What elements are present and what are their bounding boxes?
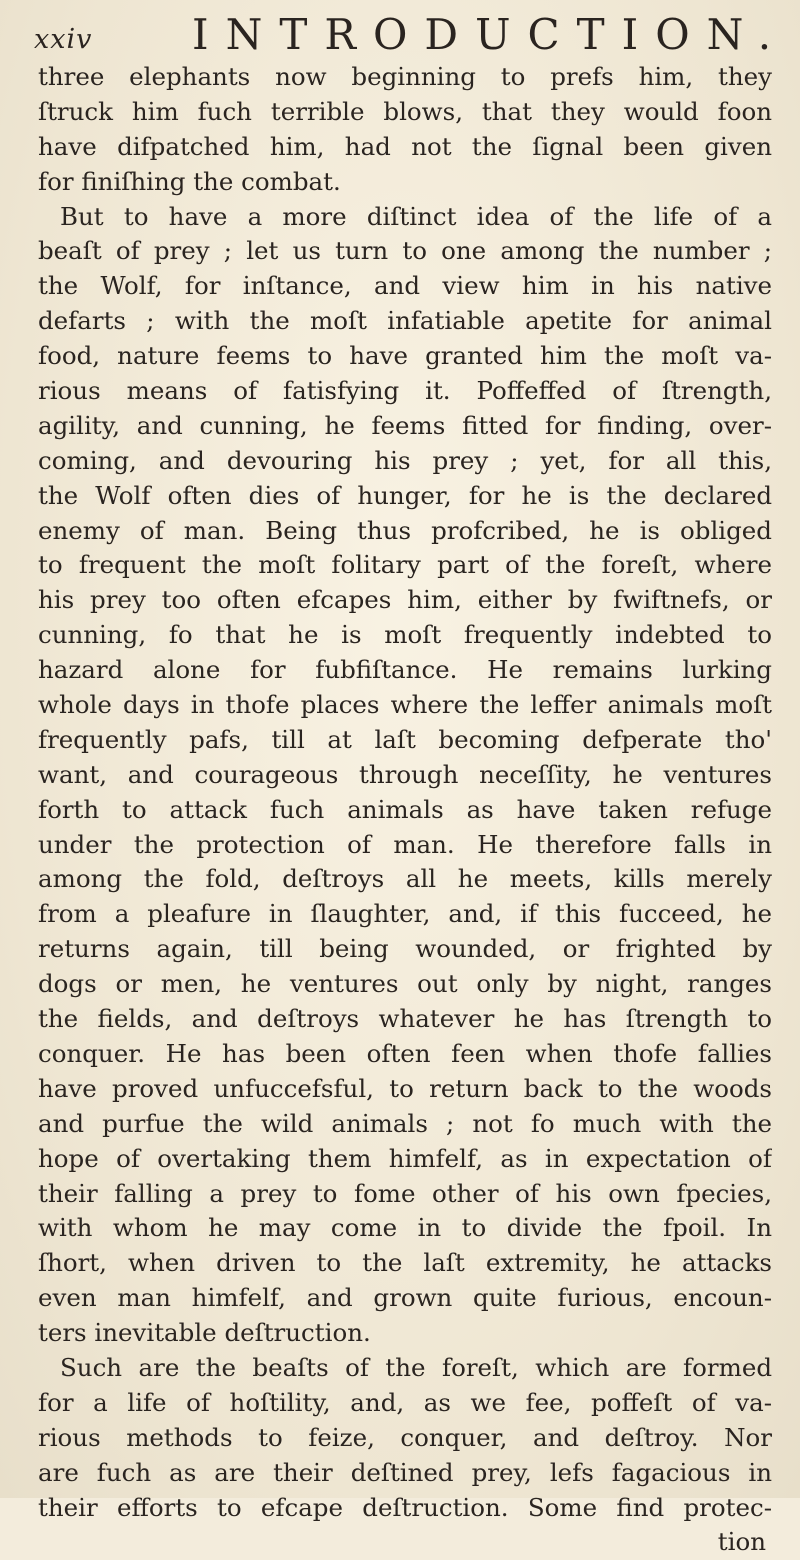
text-line: from a pleafure in ſlaughter, and, if this fucceed, he bbox=[38, 899, 772, 929]
text-line: for a life of hoſtility, and, as we fee, poffeſt of va- bbox=[38, 1387, 772, 1417]
text-line: among the fold, deſtroys all he meets, kills merely bbox=[38, 864, 772, 894]
text-line: to frequent the moſt folitary part of the foreſt, where bbox=[38, 550, 772, 580]
text-line: agility, and cunning, he feems fitted for finding, over- bbox=[38, 410, 772, 440]
text-line: under the protection of man. He therefore falls in bbox=[38, 829, 772, 859]
text-line: hazard alone for fubfiſtance. He remains lurking bbox=[38, 655, 772, 685]
text-line: forth to attack fuch animals as have taken refuge bbox=[38, 794, 772, 824]
text-line: beaſt of prey ; let us turn to one among the number ; bbox=[38, 236, 772, 266]
page-number: xxiv bbox=[34, 24, 93, 55]
text-line: ſtruck him fuch terrible blows, that they would foon bbox=[38, 96, 772, 126]
text-line: frequently pafs, till at laſt becoming defperate tho' bbox=[38, 724, 772, 754]
text-line: ters inevitable deſtruction. bbox=[38, 1318, 371, 1348]
text-line: dogs or men, he ventures out only by night, ranges bbox=[38, 969, 772, 999]
text-line: food, nature feems to have granted him the moſt va- bbox=[38, 341, 772, 371]
text-line: returns again, till being wounded, or frighted by bbox=[38, 934, 772, 964]
text-line: cunning, fo that he is moſt frequently indebted to bbox=[38, 620, 772, 650]
text-line: Such are the beaſts of the foreſt, which are formed bbox=[60, 1352, 772, 1382]
text-line: his prey too often efcapes him, either by fwiftnefs, or bbox=[38, 585, 772, 615]
text-line: ſhort, when driven to the laſt extremity, he attacks bbox=[38, 1248, 772, 1278]
text-line: three elephants now beginning to prefs him, they bbox=[38, 62, 772, 91]
text-line: are fuch as are their deſtined prey, lefs fagacious in bbox=[38, 1457, 772, 1487]
text-line: tion bbox=[717, 1527, 766, 1557]
text-line: even man himfelf, and grown quite furious, encoun- bbox=[38, 1283, 772, 1313]
text-line: enemy of man. Being thus profcribed, he is obliged bbox=[38, 515, 772, 545]
text-line: with whom he may come in to divide the fpoil. In bbox=[38, 1213, 772, 1243]
text-line: hope of overtaking them himfelf, as in expectation of bbox=[38, 1143, 772, 1173]
text-line: for finiſhing the combat. bbox=[38, 166, 341, 196]
text-line: rious methods to feize, conquer, and deſtroy. Nor bbox=[38, 1422, 772, 1452]
text-line: the Wolf often dies of hunger, for he is the declared bbox=[38, 480, 772, 510]
section-title: INTRODUCTION. bbox=[192, 10, 789, 59]
text-line: defarts ; with the moſt infatiable apetite for animal bbox=[38, 306, 772, 336]
text-line: their falling a prey to fome other of his own fpecies, bbox=[38, 1178, 772, 1208]
text-line: have proved unfuccefsful, to return back to the woods bbox=[38, 1073, 772, 1103]
running-head bbox=[34, 10, 789, 59]
text-line: their efforts to efcape deſtruction. Some find protec- bbox=[38, 1492, 772, 1522]
text-line: conquer. He has been often feen when thofe fallies bbox=[38, 1038, 772, 1068]
text-line: have difpatched him, had not the ſignal been given bbox=[38, 131, 772, 161]
body-text bbox=[38, 60, 772, 1560]
text-line: want, and courageous through neceſſity, he ventures bbox=[38, 759, 772, 789]
text-line: rious means of fatisfying it. Poffeffed of ſtrength, bbox=[38, 376, 772, 406]
text-line: coming, and devouring his prey ; yet, for all this, bbox=[38, 445, 772, 475]
text-line: the fields, and deſtroys whatever he has ſtrength to bbox=[38, 1004, 772, 1034]
text-line: whole days in thofe places where the leffer animals moſt bbox=[38, 690, 772, 720]
text-line: But to have a more diſtinct idea of the life of a bbox=[60, 201, 772, 231]
text-line: and purfue the wild animals ; not fo much with the bbox=[38, 1108, 772, 1138]
text-line: the Wolf, for inſtance, and view him in his native bbox=[38, 271, 772, 301]
